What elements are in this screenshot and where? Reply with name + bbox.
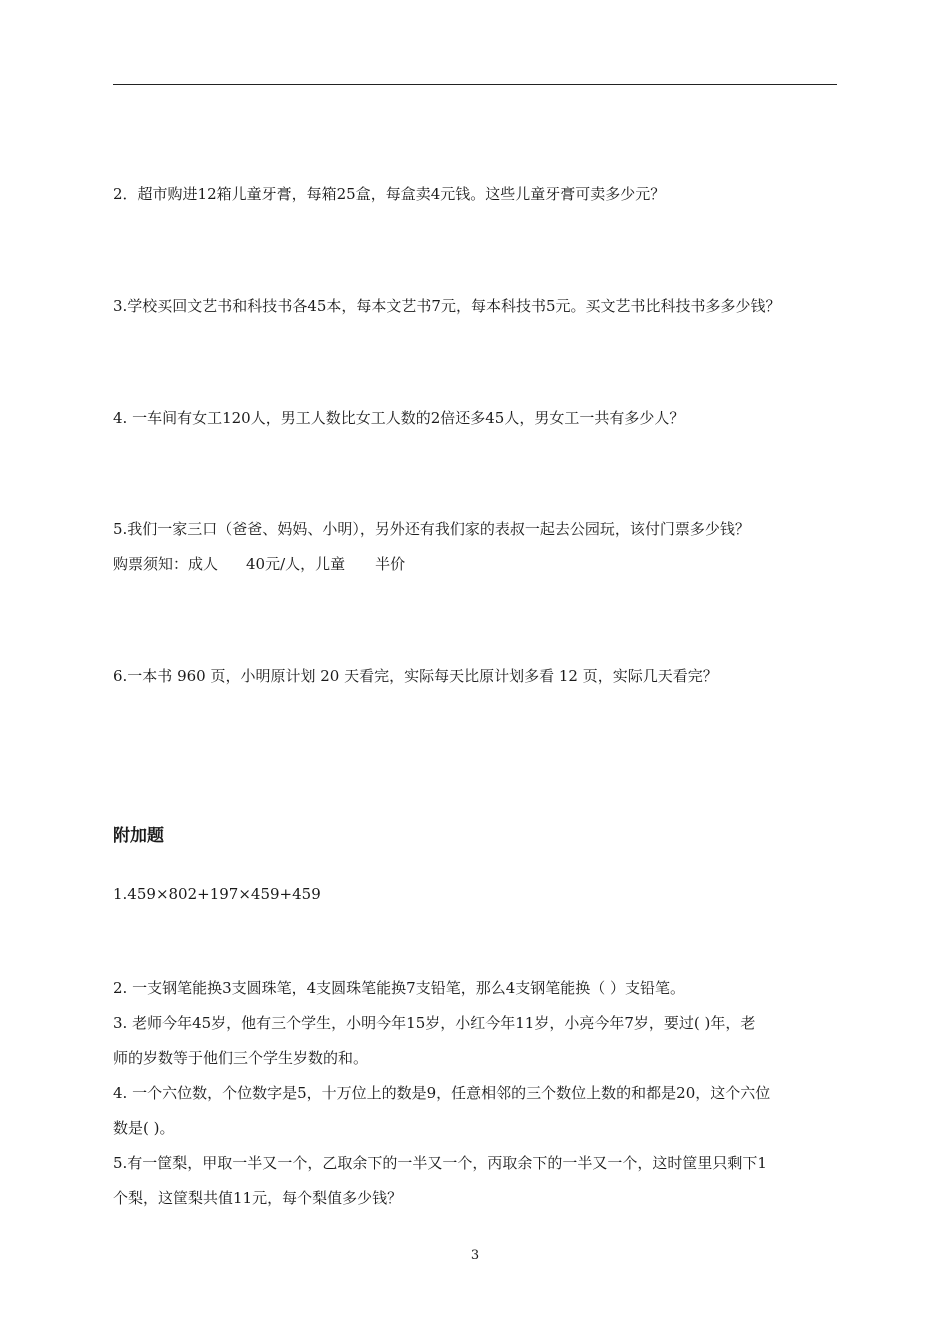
bonus-question-2: 2. 一支钢笔能换3支圆珠笔，4支圆珠笔能换7支铅笔，那么4支钢笔能换（ ）支铅笔。 xyxy=(113,979,686,997)
bonus-question-5-line-2: 个梨，这筐梨共值11元，每个梨值多少钱？ xyxy=(113,1189,403,1207)
ticket-notice xyxy=(113,554,405,574)
ticket-notice-label: 购票须知：成人 xyxy=(113,555,219,573)
bonus-heading: 附加题 xyxy=(113,826,164,846)
page-number: 3 xyxy=(470,1248,480,1263)
bonus-question-4-line-1: 4. 一个六位数，个位数字是5，十万位上的数是9，任意相邻的三个数位上数的和都是20，这个六位 xyxy=(113,1084,771,1102)
bonus-question-4-line-2: 数是( )。 xyxy=(113,1119,175,1137)
child-price: 半价 xyxy=(375,555,406,573)
problem-4: 4. 一车间有女工120人，男工人数比女工人数的2倍还多45人，男女工一共有多少人？ xyxy=(113,409,685,427)
bonus-question-3-line-2: 师的岁数等于他们三个学生岁数的和。 xyxy=(113,1049,369,1067)
problem-6: 6.一本书 960 页，小明原计划 20 天看完，实际每天比原计划多看 12 页，实际几天看完？ xyxy=(113,667,718,685)
bonus-question-1: 1.459×802+197×459+459 xyxy=(113,885,321,903)
adult-price: 40元/人，儿童 xyxy=(246,555,346,573)
header-rule xyxy=(113,84,837,85)
problem-5: 5.我们一家三口（爸爸、妈妈、小明），另外还有我们家的表叔一起去公园玩，该付门票多少钱？ xyxy=(113,520,750,538)
problem-3: 3.学校买回文艺书和科技书各45本，每本文艺书7元，每本科技书5元。买文艺书比科技书多多少钱？ xyxy=(113,297,781,315)
problem-2: 2．超市购进12箱儿童牙膏，每箱25盒，每盒卖4元钱。这些儿童牙膏可卖多少元？ xyxy=(113,185,666,203)
bonus-question-3-line-1: 3. 老师今年45岁，他有三个学生，小明今年15岁，小红今年11岁，小亮今年7岁，要过( )年，老 xyxy=(113,1014,756,1032)
bonus-question-5-line-1: 5.有一筐梨，甲取一半又一个，乙取余下的一半又一个，丙取余下的一半又一个，这时筐里只剩下1 xyxy=(113,1154,767,1172)
